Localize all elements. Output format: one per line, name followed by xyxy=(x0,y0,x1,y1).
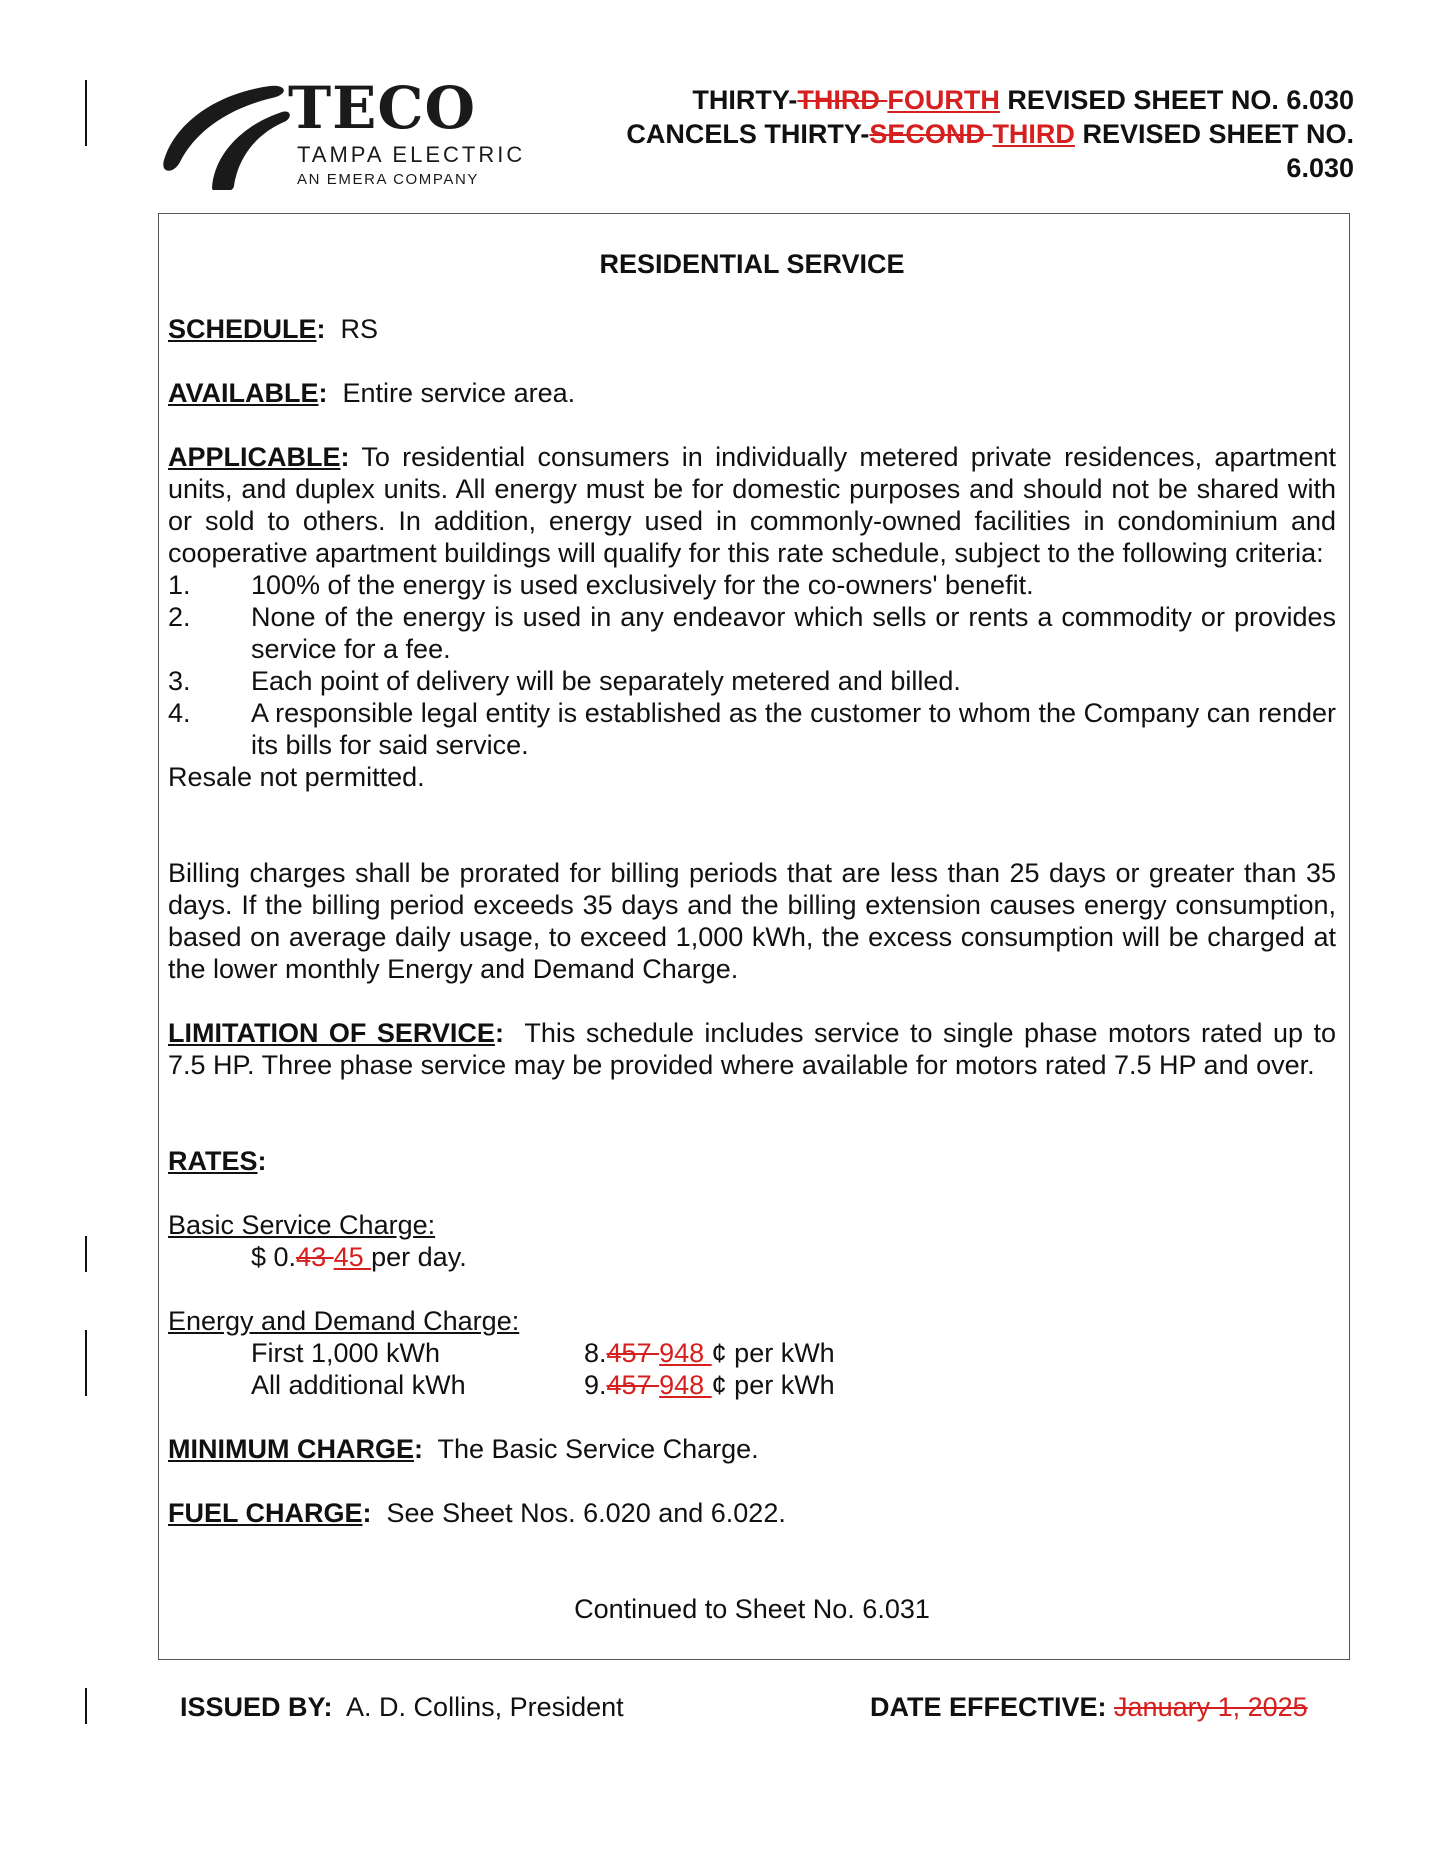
revision-bar xyxy=(85,1330,87,1396)
inserted-text: THIRD xyxy=(992,119,1075,149)
inserted-text: 45 xyxy=(333,1242,372,1272)
energy-rate-row: First 1,000 kWh 8.457 948 ¢ per kWh xyxy=(251,1338,835,1368)
minimum-charge-value: The Basic Service Charge. xyxy=(437,1434,759,1464)
criteria-item: 1. 100% of the energy is used exclusively for the co-owners' benefit. xyxy=(168,570,1034,600)
energy-rate-row: All additional kWh 9.457 948 ¢ per kWh xyxy=(251,1370,835,1400)
sheet-line-2: CANCELS THIRTY-SECOND THIRD REVISED SHEET NO. xyxy=(626,119,1354,149)
limitation-text: This schedule includes service to single phase motors rated up to 7.5 HP. Three phase service may be provided where available for motors rated 7.5 HP and over. xyxy=(168,1018,1337,1080)
available-value: Entire service area. xyxy=(342,378,576,408)
criteria-item: 2. None of the energy is used in any endeavor which sells or rents a commodity or provides service for a fee. xyxy=(168,602,1336,664)
applicable-label: APPLICABLE xyxy=(168,442,341,472)
available-section: AVAILABLE: Entire service area. xyxy=(168,378,576,408)
company-logo xyxy=(160,74,560,194)
deleted-text: 43 xyxy=(296,1242,334,1272)
logo-tagline: AN EMERA COMPANY xyxy=(297,171,480,188)
inserted-text: 948 xyxy=(659,1338,712,1368)
deleted-text: SECOND xyxy=(869,119,993,149)
fuel-charge-value: See Sheet Nos. 6.020 and 6.022. xyxy=(386,1498,786,1528)
limitation-label: LIMITATION OF SERVICE xyxy=(168,1018,495,1048)
energy-demand-charge xyxy=(168,1305,1336,1401)
applicable-text: To residential consumers in individually metered private residences, apartment units, and duplex units. All energy must be for domestic purposes and should not be shared with or sold to others. In addition, energy used in commonly-owned facilities in condominium and cooperative apartment buildings will qualify for this rate schedule, subject to the following criteria: xyxy=(168,442,1336,568)
date-effective xyxy=(870,1690,1308,1724)
schedule-value: RS xyxy=(340,314,379,344)
basic-service-label: Basic Service Charge: xyxy=(168,1210,436,1240)
applicable-section: APPLICABLE: To residential consumers in individually metered private residences, apartment units, and duplex units. All energy must be for domestic purposes and should not be shared with or sold to others. In addition, energy used in commonly-owned facilities in condominium and cooperative apartment buildings will qualify for this rate schedule, subject to the following criteria: 1. 100% of the energy is used exclusively for the co-owners' benefit. 2. None of the energy is used in any endeavor which sells or rents a commodity or provides service for a fee. 3. Each point of delivery will be separately metered and billed. 4. A responsible legal entity is established as the customer to whom the Company can render its bills for said service. Resale not permitted. xyxy=(168,442,1336,792)
basic-service-charge xyxy=(168,1209,1336,1273)
criteria-item: 3. Each point of delivery will be separately metered and billed. xyxy=(168,666,961,696)
issued-by-value: A. D. Collins, President xyxy=(346,1692,624,1722)
sheet-number-header xyxy=(554,83,1354,185)
sheet-line-3: 6.030 xyxy=(1286,153,1354,183)
inserted-text: FOURTH xyxy=(887,85,1000,115)
deleted-text: THIRD xyxy=(797,85,888,115)
revision-bar xyxy=(85,80,87,146)
energy-demand-label: Energy and Demand Charge: xyxy=(168,1306,520,1336)
schedule-section: SCHEDULE: RS xyxy=(168,314,379,344)
limitation-section: LIMITATION OF SERVICE: This schedule includes service to single phase motors rated up to 7.5 HP. Three phase service may be provided where available for motors rated 7.5 HP and over. xyxy=(168,1018,1337,1080)
logo-wordmark: TECO xyxy=(288,74,477,142)
sheet-line-1: THIRTY-THIRD FOURTH REVISED SHEET NO. 6.030 xyxy=(692,85,1354,115)
fuel-charge-section: FUEL CHARGE: See Sheet Nos. 6.020 and 6.022. xyxy=(168,1498,786,1528)
billing-paragraph: Billing charges shall be prorated for billing periods that are less than 25 days or greater than 35 days. If the billing period exceeds 35 days and the billing extension causes energy consumption, based on average daily usage, to exceed 1,000 kWh, the excess consumption will be charged at the lower monthly Energy and Demand Charge. xyxy=(168,858,1336,984)
issued-by-label: ISSUED BY: xyxy=(180,1692,333,1722)
minimum-charge-section: MINIMUM CHARGE: The Basic Service Charge. xyxy=(168,1434,759,1464)
logo-company-name: TAMPA ELECTRIC xyxy=(297,142,526,167)
deleted-text: 457 xyxy=(606,1338,660,1368)
rates-heading: RATES: xyxy=(168,1146,267,1176)
revision-bar xyxy=(85,1236,87,1272)
continued-note: Continued to Sheet No. 6.031 xyxy=(574,1594,930,1624)
inserted-text: 948 xyxy=(659,1370,712,1400)
deleted-date: January 1, 2025 xyxy=(1114,1692,1308,1722)
date-effective-label: DATE EFFECTIVE: xyxy=(870,1692,1107,1722)
revision-bar xyxy=(85,1688,87,1724)
criteria-item: 4. A responsible legal entity is established as the customer to whom the Company can render its bills for said service. xyxy=(168,698,1336,760)
fuel-charge-label: FUEL CHARGE xyxy=(168,1498,363,1528)
teco-swoosh-icon xyxy=(160,82,290,190)
page-title: RESIDENTIAL SERVICE xyxy=(599,249,905,279)
minimum-charge-label: MINIMUM CHARGE xyxy=(168,1434,414,1464)
schedule-label: SCHEDULE xyxy=(168,314,317,344)
basic-service-rate: $ 0.43 45 per day. xyxy=(251,1242,467,1272)
available-label: AVAILABLE xyxy=(168,378,319,408)
resale-note: Resale not permitted. xyxy=(168,762,425,792)
issued-by xyxy=(180,1690,624,1724)
deleted-text: 457 xyxy=(606,1370,660,1400)
